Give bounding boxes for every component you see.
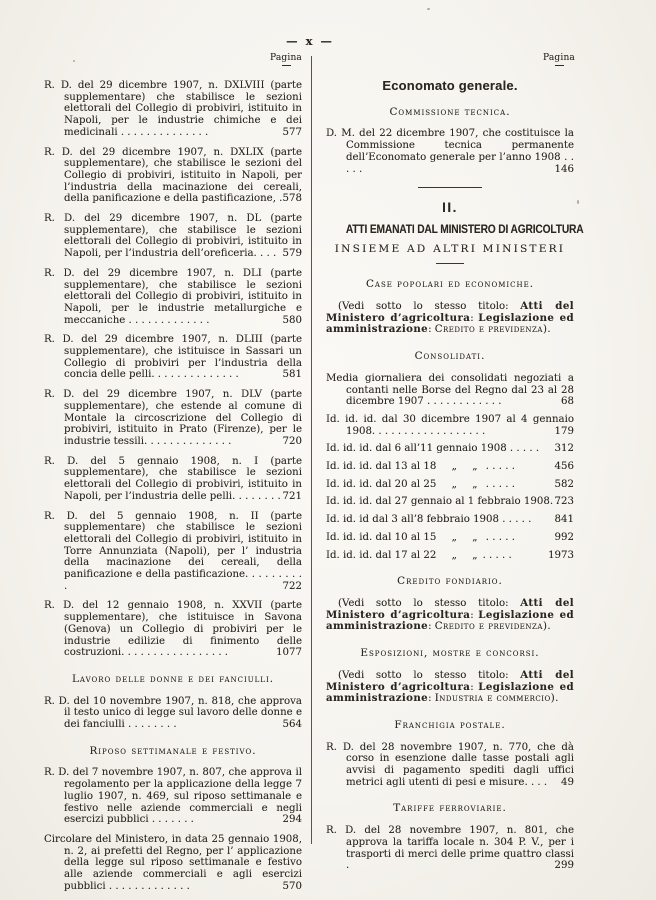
entry-text: R. D. del 28 novembre 1907, n. 801, che approva la tariffa locale n. 304 P. V., per i trasporti di merci delle prime quattro classi .	[326, 825, 574, 872]
entry-text: R. D. del 5 gennaio 1908, n. I (parte supplementare), che stabilisce le sezioni elettorali del Collegio di probiviri, istituito in Napoli, per l’industria delle pelli. . . . . . . .	[44, 455, 302, 502]
cross-reference-note	[326, 598, 574, 633]
entry-text: Circolare del Ministero, in data 25 gennaio 1908, n. 2, ai prefetti del Regno, per l’ applicazione della legge sul riposo settimanale e festivo alle aziende commerciali e agli esercizi pubblici . . . . . . . . . . . . .	[44, 833, 302, 892]
entry-text: Id. id. id. dal 10 al 15 „ „ . . . . .	[326, 531, 515, 543]
note-bold-reference: Legislazione ed amministrazione	[326, 608, 574, 633]
section-heading-credito-fondiario: Credito fondiario.	[397, 575, 503, 588]
left-column	[44, 80, 302, 900]
note-prefix: (Vedi sotto lo stesso titolo:	[338, 669, 521, 681]
entry-text: R. D. del 29 dicembre 1907, n. DLI (parte supplementare), che stabilisce le sezioni elettorali del Collegio di probiviri, istituito in Napoli, per le industrie metallurgiche e meccaniche . . . . . . . . . . . . .	[44, 267, 302, 326]
toc-entry	[44, 334, 302, 381]
note-separator: :	[428, 621, 435, 633]
toc-entry	[326, 128, 574, 175]
entry-text: R. D. del 28 novembre 1907, n. 770, che dà corso in esenzione dalle tasse postali agli avvisi di pagamento spediti dagli uffici metrici agli utenti di pesi e misure. . . .	[326, 741, 574, 788]
page-number-header: — x —	[286, 34, 334, 48]
entry-page-number: 581	[282, 369, 302, 381]
section-heading-riposo-settimanale: Riposo settimanale e festivo.	[89, 744, 257, 757]
entry-page-number: 456	[554, 461, 574, 473]
entry-page-number: 299	[554, 860, 574, 872]
pagina-label-text: Pagina	[542, 53, 576, 63]
entry-page-number: 49	[561, 776, 574, 788]
note-separator: :	[428, 324, 435, 336]
entry-page-number: 312	[554, 443, 574, 455]
entry-page-number: 570	[282, 880, 302, 892]
pagina-label-text: Pagina	[269, 53, 303, 63]
toc-entry	[326, 461, 574, 473]
toc-entry	[44, 696, 302, 731]
section-heading-case-popolari: Case popolari ed economiche.	[365, 278, 535, 291]
entry-text: R. D. del 5 gennaio 1908, n. II (parte supplementare) che stabilisce le sezioni elettorali del Collegio di probiviri, istituito in Torre Annunziata (Napoli), per l’ industria della macinazione dei cereali, della panificazione e della pastificazione. . . . . . . . . .	[44, 510, 302, 592]
toc-entry	[44, 147, 302, 206]
entry-page-number: 68	[561, 396, 574, 408]
pagina-dash	[555, 65, 564, 66]
section-title-economato-generale: Economato generale.	[382, 78, 518, 93]
section-heading-consolidati: Consolidati.	[414, 350, 486, 363]
section-heading-esposizioni-mostre-concorsi: Esposizioni, mostre e concorsi.	[360, 647, 540, 660]
entry-text: Id. id. id. dal 17 al 22 „ „ . . . . .	[326, 549, 512, 561]
entry-text: R. D. del 29 dicembre 1907, n. DL (parte supplementare), che stabilisce le sezioni elettorali del Collegio di probiviri, istituito in Napoli, per l’industria dell’oreficeria. . . .	[44, 213, 302, 260]
toc-entry	[44, 834, 302, 893]
part-subtitle-insieme-altri-ministeri: INSIEME AD ALTRI MINISTERI	[334, 242, 566, 255]
toc-entry	[326, 532, 574, 544]
note-separator: :	[428, 693, 435, 705]
entry-page-number: 294	[282, 814, 302, 826]
entry-text: Media giornaliera dei consolidati negoziati a contanti nelle Borse del Regno dal 23 al 28 dicembre 1907 . . . . . . . . . . . .	[326, 372, 574, 408]
entry-text: Id. id. id dal 3 all’8 febbraio 1908 . . . . .	[326, 514, 532, 526]
entry-text: R. D. del 29 dicembre 1907, n. DXLVIII (parte supplementare) che stabilisce le sezioni elettorali del Collegio di probiviri, istituito in Napoli, per le industrie chimiche e dei medicinali . . . . . . . . . . . . . .	[44, 80, 302, 138]
entry-page-number: 721	[282, 490, 302, 502]
entry-page-number: 720	[282, 435, 302, 447]
toc-entry	[326, 514, 574, 526]
toc-entry	[326, 496, 574, 508]
note-bold-reference: Legislazione ed amministrazione	[326, 311, 574, 336]
toc-entry	[44, 213, 302, 260]
entry-text: R. D. del 29 dicembre 1907, n. DLV (parte supplementare), che estende al comune di Montale la circoscrizione del Collegio di probiviri, istituito in Prato (Firenze), per le industrie tessili. . . . . . . . . . . . . .	[44, 389, 302, 447]
scan-speck	[73, 60, 75, 62]
entry-page-number: 578	[282, 193, 302, 205]
note-bold-reference: Atti del Ministero d’agricoltura	[326, 300, 574, 324]
entry-page-number: 841	[554, 514, 574, 526]
cross-reference-note	[326, 301, 574, 336]
toc-entry	[326, 742, 574, 789]
toc-entry	[326, 414, 574, 437]
note-smallcaps-tail: Credito e previdenza).	[434, 324, 552, 336]
entry-text: R. D. del 29 dicembre 1907, n. DXLIX (parte supplementare), che stabilisce le sezioni del Collegio di probiviri, istituito in Napoli, per l’industria della macinazione dei cereali, della panificazione e della pastificazione, .	[44, 146, 302, 205]
toc-entry	[44, 80, 302, 139]
entry-page-number: 992	[554, 531, 574, 543]
entry-page-number: 564	[282, 719, 302, 731]
note-smallcaps-tail: Credito e previdenza).	[434, 621, 552, 633]
scan-speck	[427, 8, 430, 10]
toc-entry	[326, 825, 574, 872]
section-heading-tariffe-ferroviarie: Tariffe ferroviarie.	[393, 802, 507, 815]
toc-entry	[44, 600, 302, 659]
entry-text: Id. id. id. dal 30 dicembre 1907 al 4 gennaio 1908. . . . . . . . . . . . . . . . . .	[326, 413, 574, 437]
note-bold-reference: Legislazione ed amministrazione	[326, 680, 574, 705]
entry-page-number: 580	[282, 314, 302, 326]
note-bold-reference: Atti del Ministero d’agricoltura	[326, 668, 574, 693]
toc-entry	[326, 550, 574, 562]
toc-entry	[326, 443, 574, 455]
note-bold-reference: Atti del Ministero d’agricoltura	[326, 596, 574, 621]
right-column	[326, 78, 584, 880]
note-separator: :	[470, 681, 479, 693]
pagina-label-left	[264, 53, 308, 66]
scan-speck	[577, 200, 579, 204]
section-heading-commissione-tecnica: Commissione tecnica.	[389, 105, 511, 118]
toc-entry	[326, 479, 574, 491]
toc-entry	[326, 373, 574, 408]
toc-entry	[44, 268, 302, 327]
separator-rule	[436, 263, 464, 264]
note-separator: :	[470, 312, 479, 324]
toc-entry	[44, 511, 302, 593]
cross-reference-note	[326, 670, 574, 705]
entry-text: R. D. del 10 novembre 1907, n. 818, che approva il testo unico di legge sul lavoro delle donne e dei fanciulli . . . . . . . .	[44, 695, 302, 731]
entry-page-number: 1973	[548, 549, 574, 561]
note-smallcaps-tail: Industria e commercio).	[434, 693, 559, 705]
entry-text: R. D. del 7 novembre 1907, n. 807, che approva il regolamento per la applicazione della legge 7 luglio 1907, n. 469, sul riposo settimanale e festivo nelle aziende commerciali e negli esercizi pubblici . . . . . . .	[44, 767, 302, 826]
entry-text: R. D. del 29 dicembre 1907, n. DLIII (parte supplementare), che istituisce in Sassari un Collegio di probiviri per l’industria della concia delle pelli. . . . . . . . . . . . . .	[44, 334, 302, 381]
column-divider	[311, 56, 312, 844]
toc-entry	[44, 456, 302, 503]
separator-rule	[418, 187, 482, 188]
entry-page-number: 1077	[276, 647, 302, 659]
entry-page-number: 179	[554, 425, 574, 437]
entry-text: R. D. del 12 gennaio 1908, n. XXVII (parte supplementare), che istituisce in Savona (Genova) un Collegio di probiviri per le industrie edilizie di finimento delle costruzioni. . . . . . . . . . . . . . . . .	[44, 600, 302, 659]
entry-page-number: 723	[554, 496, 574, 508]
entry-page-number: 582	[554, 478, 574, 490]
part-title-atti-ministero-agricoltura: ATTI EMANATI DAL MINISTERO DI AGRICOLTURA	[345, 221, 584, 236]
section-heading-lavoro-donne-fanciulli: Lavoro delle donne e dei fanciulli.	[71, 672, 275, 685]
entry-page-number: 577	[282, 126, 302, 138]
note-separator: :	[470, 609, 479, 621]
entry-page-number: 722	[282, 580, 302, 592]
toc-entry	[44, 767, 302, 826]
entry-text: D. M. del 22 dicembre 1907, che costituisce la Commissione tecnica permanente dell’Economato generale per l’anno 1908 . . . . .	[326, 128, 574, 175]
entry-text: Id. id. id. dal 13 al 18 „ „ . . . . .	[326, 461, 515, 473]
entry-text: Id. id. id. dal 20 al 25 „ „ . . . . .	[326, 478, 515, 490]
toc-entry	[44, 389, 302, 448]
pagina-label-right	[537, 53, 581, 66]
section-heading-franchigia-postale: Franchigia postale.	[394, 718, 506, 731]
entry-page-number: 146	[554, 163, 574, 175]
entry-page-number: 579	[282, 248, 302, 260]
note-prefix: (Vedi sotto lo stesso titolo:	[338, 301, 521, 313]
pagina-dash	[282, 65, 291, 66]
entry-text: Id. id. id. dal 6 all’11 gennaio 1908 . . . . .	[326, 443, 540, 455]
part-number: II.	[442, 200, 458, 216]
note-prefix: (Vedi sotto lo stesso titolo:	[338, 597, 521, 609]
entry-text: Id. id. id. dal 27 gennaio al 1 febbraio 1908. .	[326, 496, 560, 508]
